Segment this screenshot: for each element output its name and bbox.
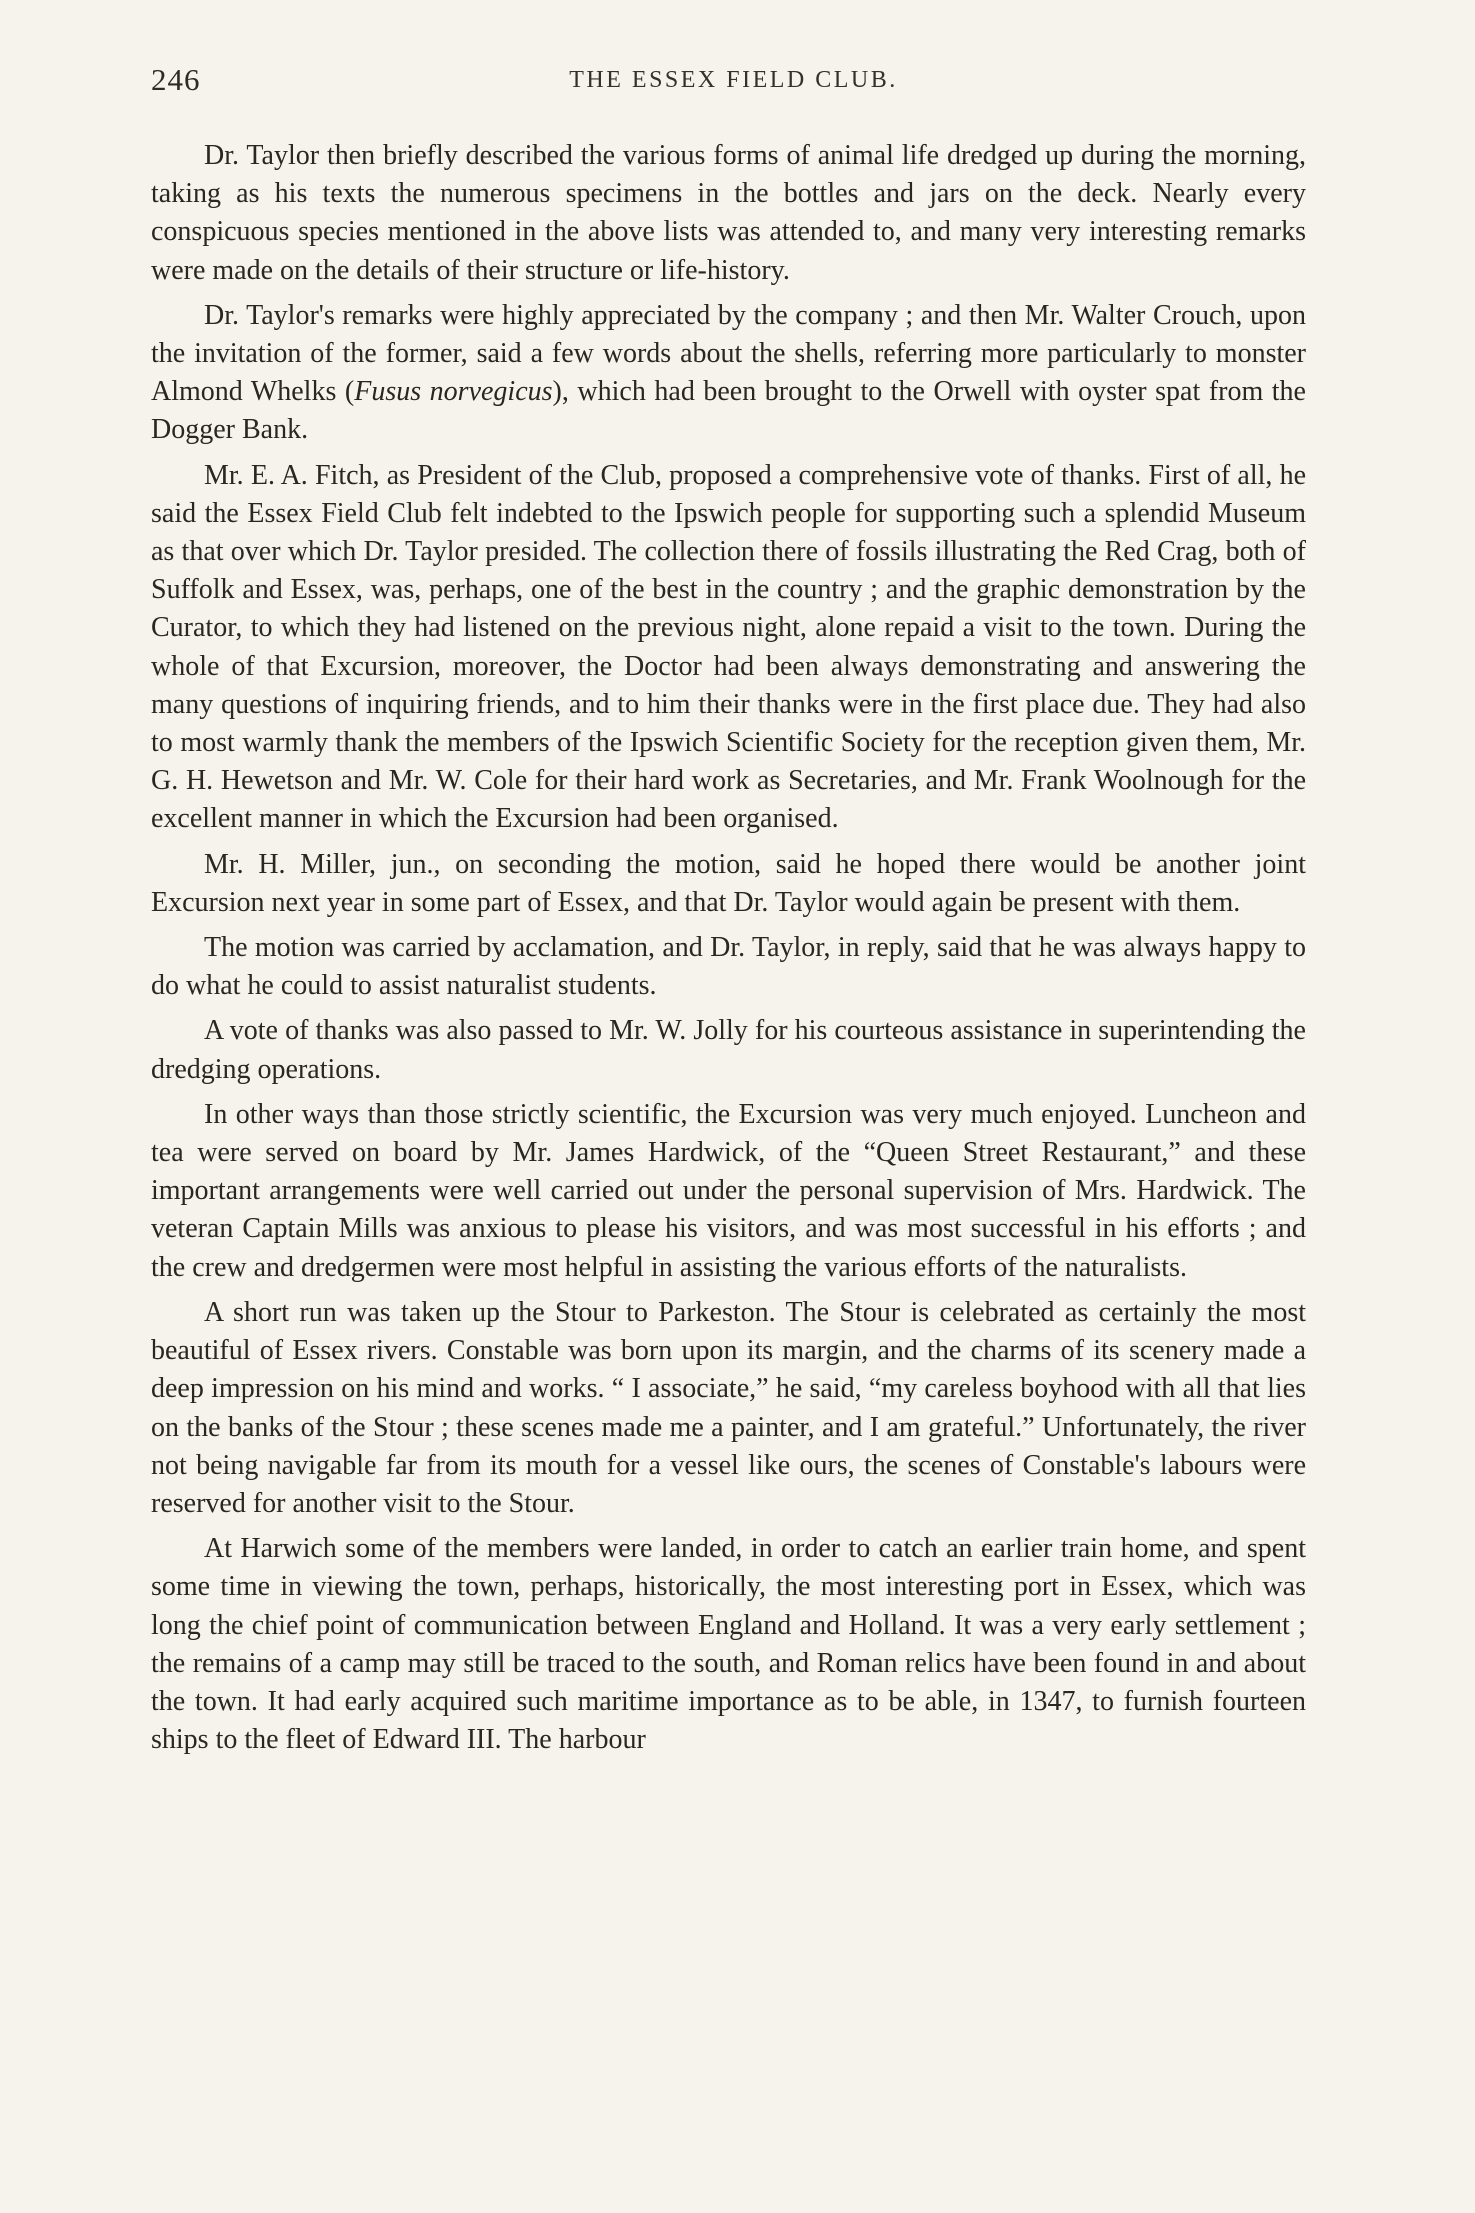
species-name: Fusus norvegicus [354,376,553,408]
page-number: 246 [151,62,201,97]
body-text [151,137,1306,1766]
paragraph: At Harwich some of the members were landed, in order to catch an earlier train home, and spent some time in viewing the town, perhaps, historically, the most interesting port in Essex, which was long the chief point of communication between England and Holland. It was a very early settlement ; the remains of a camp may still be traced to the south, and Roman relics have been found in and about the town. It had early acquired such maritime importance as to be able, in 1347, to furnish fourteen ships to the fleet of Edward III. The harbour [151,1533,1306,1756]
running-head [151,62,1316,102]
paragraph: Mr. E. A. Fitch, as President of the Club, proposed a comprehensive vote of thanks. First of all, he said the Essex Field Club felt indebted to the Ipswich people for supporting such a splendid Museum as that over which Dr. Taylor presided. The collection there of fossils illustrating the Red Crag, both of Suffolk and Essex, was, perhaps, one of the best in the country ; and the graphic demonstration by the Curator, to which they had listened on the previous night, alone repaid a visit to the town. During the whole of that Excursion, moreover, the Doctor had been always demonstrating and answering the many questions of inquiring friends, and to him their thanks were in the first place due. They had also to most warmly thank the members of the Ipswich Scientific Society for the reception given them, Mr. G. H. Hewetson and Mr. W. Cole for their hard work as Secretaries, and Mr. Frank Woolnough for the excellent manner in which the Excursion had been organised. [151,459,1306,835]
paragraph: In other ways than those strictly scientific, the Excursion was very much enjoyed. Luncheon and tea were served on board by Mr. James Hardwick, of the “Queen Street Restaurant,” and these important arrangements were well carried out under the personal supervision of Mrs. Hardwick. The veteran Captain Mills was anxious to please his visitors, and was most successful in his efforts ; and the crew and dredgermen were most helpful in assisting the various efforts of the naturalists. [151,1098,1306,1283]
running-title: THE ESSEX FIELD CLUB. [569,67,898,93]
paragraph: A vote of thanks was also passed to Mr. W. Jolly for his courteous assistance in superintending the dredging operations. [151,1015,1306,1085]
paragraph: Mr. H. Miller, jun., on seconding the motion, said he hoped there would be another joint Excursion next year in some part of Essex, and that Dr. Taylor would again be present with them. [151,848,1306,918]
paragraph: The motion was carried by acclamation, and Dr. Taylor, in reply, said that he was always happy to do what he could to assist naturalist students. [151,932,1306,1002]
paragraph: Dr. Taylor then briefly described the various forms of animal life dredged up during the morning, taking as his texts the numerous specimens in the bottles and jars on the deck. Nearly every conspicuous species mentioned in the above lists was attended to, and many very interesting remarks were made on the details of their structure or life-history. [151,140,1306,286]
paragraph: A short run was taken up the Stour to Parkeston. The Stour is celebrated as certainly the most beautiful of Essex rivers. Constable was born upon its margin, and the charms of its scenery made a deep impression on his mind and works. “ I associate,” he said, “my careless boyhood with all that lies on the banks of the Stour ; these scenes made me a painter, and I am grateful.” Unfortunately, the river not being navigable far from its mouth for a vessel like ours, the scenes of Constable's labours were reserved for another visit to the Stour. [151,1296,1306,1519]
paragraph: Dr. Taylor's remarks were highly appreciated by the company ; and then Mr. Walter Crouch, upon the invitation of the former, said a few words about the shells, referring more particularly to monster Almond Whelks (Fusus norvegicus), which had been brought to the Orwell with oyster spat from the Dogger Bank. [151,299,1306,446]
